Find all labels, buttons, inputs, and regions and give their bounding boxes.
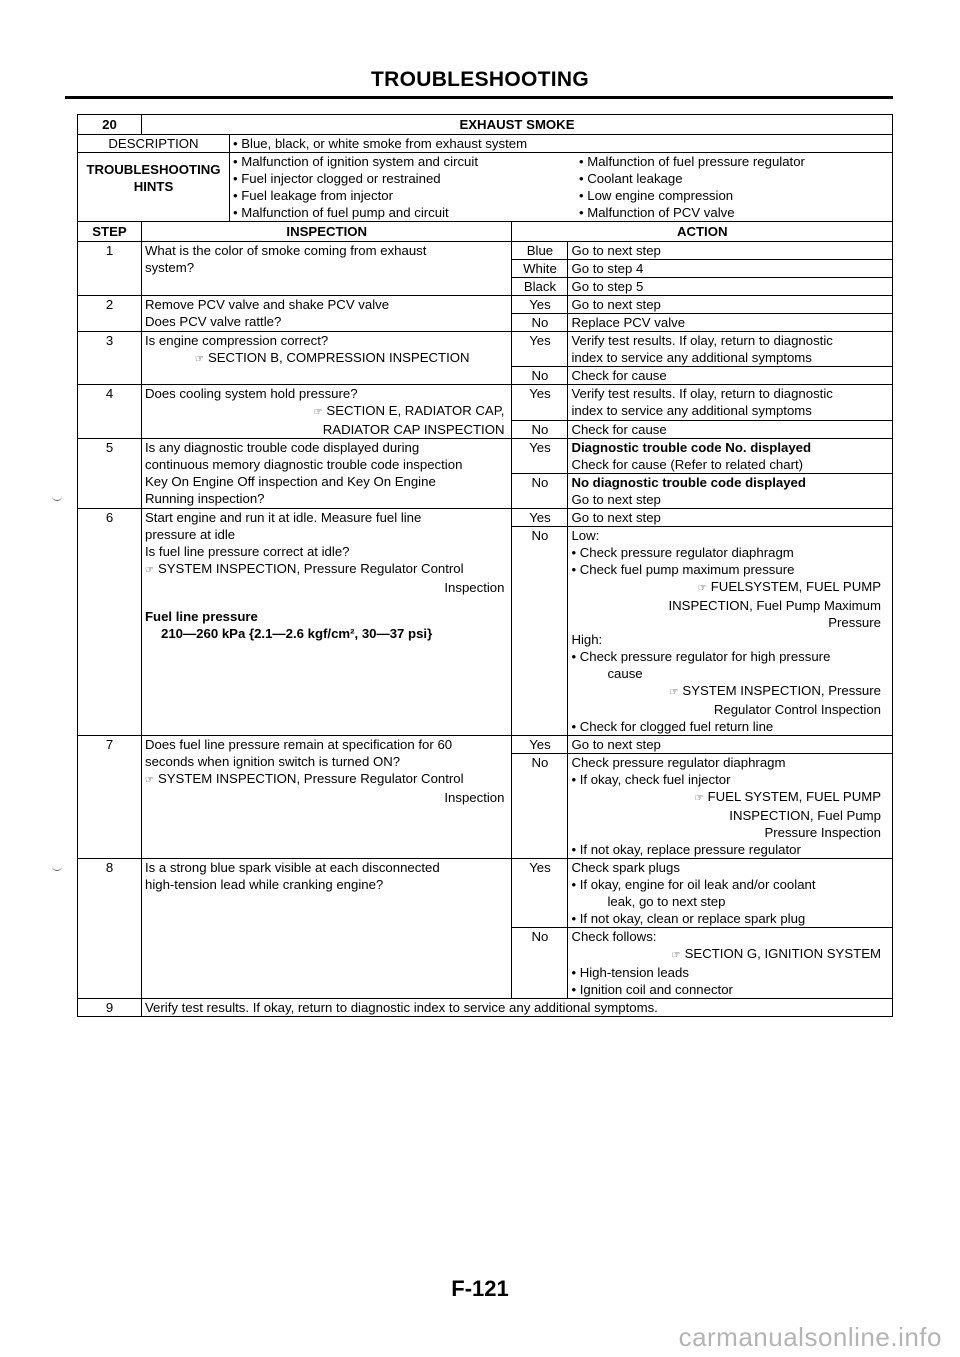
- step-result: Yes: [512, 296, 568, 314]
- step-result: Black: [512, 278, 568, 296]
- step-result: No: [512, 420, 568, 438]
- step-action: Verify test results. If olay, return to diagnostic index to service any additional symptoms: [568, 332, 893, 367]
- step-number: 9: [78, 999, 142, 1017]
- page-title: TROUBLESHOOTING: [371, 68, 589, 91]
- step-1-row-1: [78, 242, 893, 260]
- step-inspection: What is the color of smoke coming from exhaust system?: [141, 242, 512, 296]
- reference-icon: ☞: [144, 565, 154, 576]
- step-inspection: Verify test results. If okay, return to diagnostic index to service any additional symptoms.: [141, 999, 892, 1017]
- reference-icon: ☞: [694, 793, 704, 804]
- step-number: 7: [78, 736, 142, 859]
- step-action: No diagnostic trouble code displayed Go to next step: [568, 474, 893, 509]
- description-text: • Blue, black, or white smoke from exhaust system: [229, 135, 892, 153]
- step-action: Check for cause: [568, 420, 893, 438]
- col-inspection: INSPECTION: [141, 222, 512, 242]
- step-4-row-1: [78, 385, 893, 421]
- reference-icon: ☞: [669, 687, 679, 698]
- step-action: Verify test results. If olay, return to diagnostic index to service any additional symptoms: [568, 385, 893, 421]
- step-result: Yes: [512, 332, 568, 367]
- reference-icon: ☞: [671, 950, 681, 961]
- step-inspection: Start engine and run it at idle. Measure fuel line pressure at idle Is fuel line pressure correct at idle? ☞ SYSTEM INSPECTION, Pressure Regulator Control Inspection Fuel line pressure 210—260 kPa {2.1—2.6 kgf/cm², 30—37 psi}: [141, 509, 512, 736]
- step-action: Diagnostic trouble code No. displayed Check for cause (Refer to related chart): [568, 439, 893, 474]
- step-result: White: [512, 260, 568, 278]
- step-8-row-1: [78, 859, 893, 928]
- reference-icon: ☞: [313, 407, 323, 418]
- col-action: ACTION: [512, 222, 893, 242]
- margin-mark: [52, 492, 62, 501]
- step-number: 1: [78, 242, 142, 296]
- step-action: Go to next step: [568, 736, 893, 754]
- hints-right-list: • Malfunction of fuel pressure regulator • Coolant leakage • Low engine compression • Malfunction of PCV valve: [579, 153, 805, 221]
- step-number: 4: [78, 385, 142, 439]
- step-result: No: [512, 928, 568, 999]
- step-action: Go to step 5: [568, 278, 893, 296]
- troubleshooting-table: [77, 114, 893, 1017]
- description-label: DESCRIPTION: [78, 135, 230, 153]
- fuel-pressure-spec: 210—260 kPa {2.1—2.6 kgf/cm², 30—37 psi}: [160, 626, 433, 641]
- step-action: Go to step 4: [568, 260, 893, 278]
- step-result: Yes: [512, 859, 568, 928]
- section-number: 20: [78, 115, 142, 135]
- step-inspection: Does cooling system hold pressure? ☞ SECTION E, RADIATOR CAP, RADIATOR CAP INSPECTION: [141, 385, 512, 439]
- step-9-row: [78, 999, 893, 1017]
- step-action: Replace PCV valve: [568, 314, 893, 332]
- step-result: Yes: [512, 385, 568, 421]
- step-action: Go to next step: [568, 509, 893, 527]
- step-action: Check pressure regulator diaphragm • If okay, check fuel injector ☞ FUEL SYSTEM, FUEL PUMP INSPECTION, Fuel Pump Pressure Inspection • If not okay, replace pressure regulator: [568, 754, 893, 859]
- step-5-row-1: [78, 439, 893, 474]
- step-number: 2: [78, 296, 142, 332]
- step-result: Yes: [512, 509, 568, 527]
- step-result: No: [512, 314, 568, 332]
- step-7-row-1: [78, 736, 893, 754]
- hints-left-list: • Malfunction of ignition system and circuit • Fuel injector clogged or restrained • Fuel leakage from injector • Malfunction of fuel pump and circuit: [233, 153, 579, 221]
- step-result: No: [512, 367, 568, 385]
- step-action: Check for cause: [568, 367, 893, 385]
- step-3-row-1: [78, 332, 893, 367]
- step-result: Yes: [512, 736, 568, 754]
- step-action: Go to next step: [568, 296, 893, 314]
- step-2-row-1: [78, 296, 893, 314]
- step-inspection: Is any diagnostic trouble code displayed during continuous memory diagnostic trouble code inspection Key On Engine Off inspection and Key On Engine Running inspection?: [141, 439, 512, 509]
- step-result: No: [512, 754, 568, 859]
- hints-content: [229, 153, 892, 222]
- step-result: Yes: [512, 439, 568, 474]
- step-inspection: Does fuel line pressure remain at specification for 60 seconds when ignition switch is turned ON? ☞ SYSTEM INSPECTION, Pressure Regulator Control Inspection: [141, 736, 512, 859]
- step-action: Low: • Check pressure regulator diaphragm • Check fuel pump maximum pressure ☞ FUELSYSTEM, FUEL PUMP INSPECTION, Fuel Pump Maximum Pressure High: • Check pressure regulator for high pressure cause ☞ SYSTEM INSPECTION, Pressure Regulator Control Inspection • Check for clogged fuel return line: [568, 527, 893, 736]
- step-number: 3: [78, 332, 142, 385]
- step-action: Check spark plugs • If okay, engine for oil leak and/or coolant leak, go to next step • If not okay, clean or replace spark plug: [568, 859, 893, 928]
- section-title: EXHAUST SMOKE: [141, 115, 892, 135]
- col-step: STEP: [78, 222, 142, 242]
- title-rule: [65, 96, 893, 99]
- step-action: Go to next step: [568, 242, 893, 260]
- reference-icon: ☞: [697, 583, 707, 594]
- hints-label: TROUBLESHOOTING HINTS: [78, 153, 230, 222]
- step-inspection: Is a strong blue spark visible at each disconnected high-tension lead while cranking engine?: [141, 859, 512, 999]
- reference-icon: ☞: [194, 354, 204, 365]
- step-number: 8: [78, 859, 142, 999]
- step-result: No: [512, 474, 568, 509]
- step-inspection: Remove PCV valve and shake PCV valve Does PCV valve rattle?: [141, 296, 512, 332]
- step-number: 5: [78, 439, 142, 509]
- margin-mark: [52, 862, 62, 871]
- watermark: carmanualsonline.info: [678, 1322, 942, 1352]
- step-number: 6: [78, 509, 142, 736]
- step-action: Check follows: ☞ SECTION G, IGNITION SYSTEM • High-tension leads • Ignition coil and connector: [568, 928, 893, 999]
- reference-icon: ☞: [144, 775, 154, 786]
- step-inspection: Is engine compression correct? ☞ SECTION B, COMPRESSION INSPECTION: [141, 332, 512, 385]
- page-number: F-121: [451, 1276, 509, 1301]
- step-result: No: [512, 527, 568, 736]
- step-6-row-1: [78, 509, 893, 527]
- step-result: Blue: [512, 242, 568, 260]
